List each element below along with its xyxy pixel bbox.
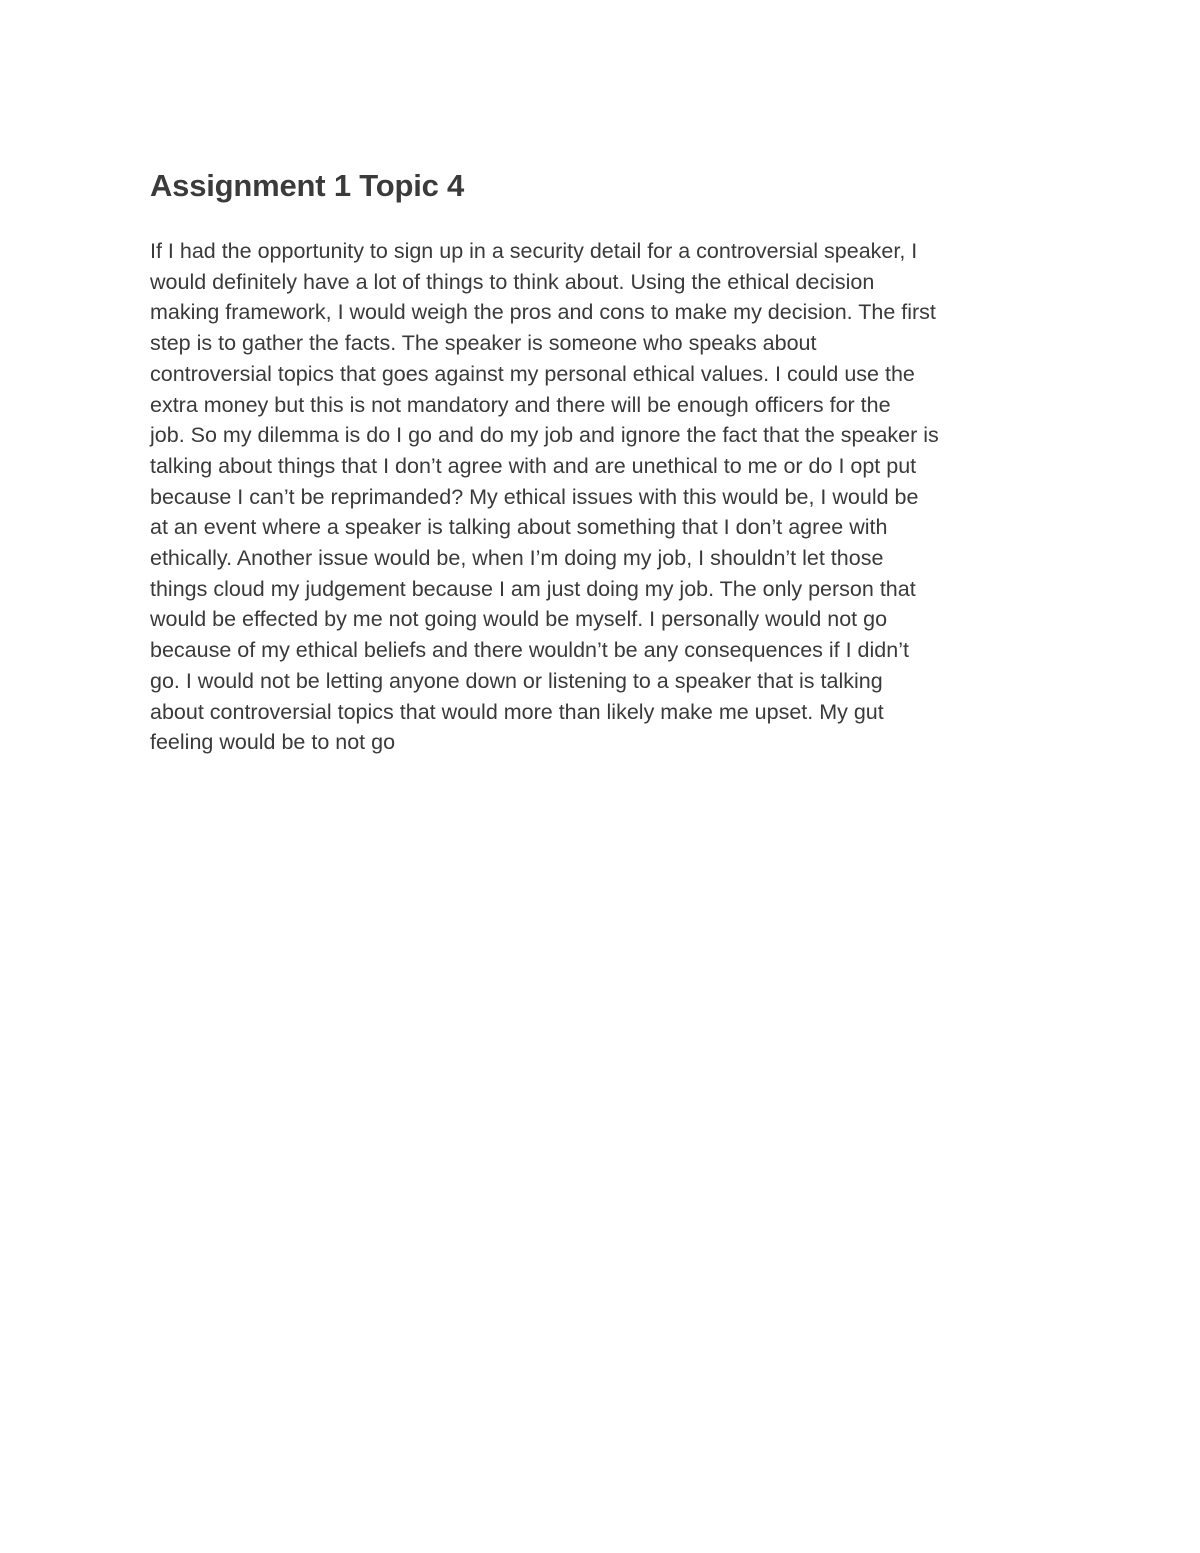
body-line: because I can’t be reprimanded? My ethical issues with this would be, I would be (150, 484, 919, 509)
body-line: talking about things that I don’t agree with and are unethical to me or do I opt put (150, 453, 917, 478)
body-line: go. I would not be letting anyone down or listening to a speaker that is talking (150, 668, 883, 693)
body-line: things cloud my judgement because I am just doing my job. The only person that (150, 576, 916, 601)
body-line: controversial topics that goes against my personal ethical values. I could use the (150, 361, 915, 386)
body-line: making framework, I would weigh the pros and cons to make my decision. The first (150, 300, 936, 325)
body-line: job. So my dilemma is do I go and do my job and ignore the fact that the speaker is (150, 423, 939, 448)
body-line: would definitely have a lot of things to think about. Using the ethical decision (150, 269, 875, 294)
body-line: would be effected by me not going would be myself. I personally would not go (150, 607, 888, 632)
body-line: step is to gather the facts. The speaker is someone who speaks about (150, 331, 817, 356)
body-line: extra money but this is not mandatory and there will be enough officers for the (150, 392, 891, 417)
document-body (150, 236, 1060, 758)
document-title: Assignment 1 Topic 4 (150, 168, 465, 203)
document-content (150, 166, 1060, 758)
body-line: at an event where a speaker is talking about something that I don’t agree with (150, 515, 888, 540)
body-line: If I had the opportunity to sign up in a security detail for a controversial speaker, I (150, 239, 918, 263)
body-line: because of my ethical beliefs and there wouldn’t be any consequences if I didn’t (150, 638, 909, 663)
body-line: about controversial topics that would more than likely make me upset. My gut (150, 699, 884, 724)
body-line: feeling would be to not go (150, 730, 396, 755)
body-line: ethically. Another issue would be, when I’m doing my job, I shouldn’t let those (150, 546, 884, 571)
